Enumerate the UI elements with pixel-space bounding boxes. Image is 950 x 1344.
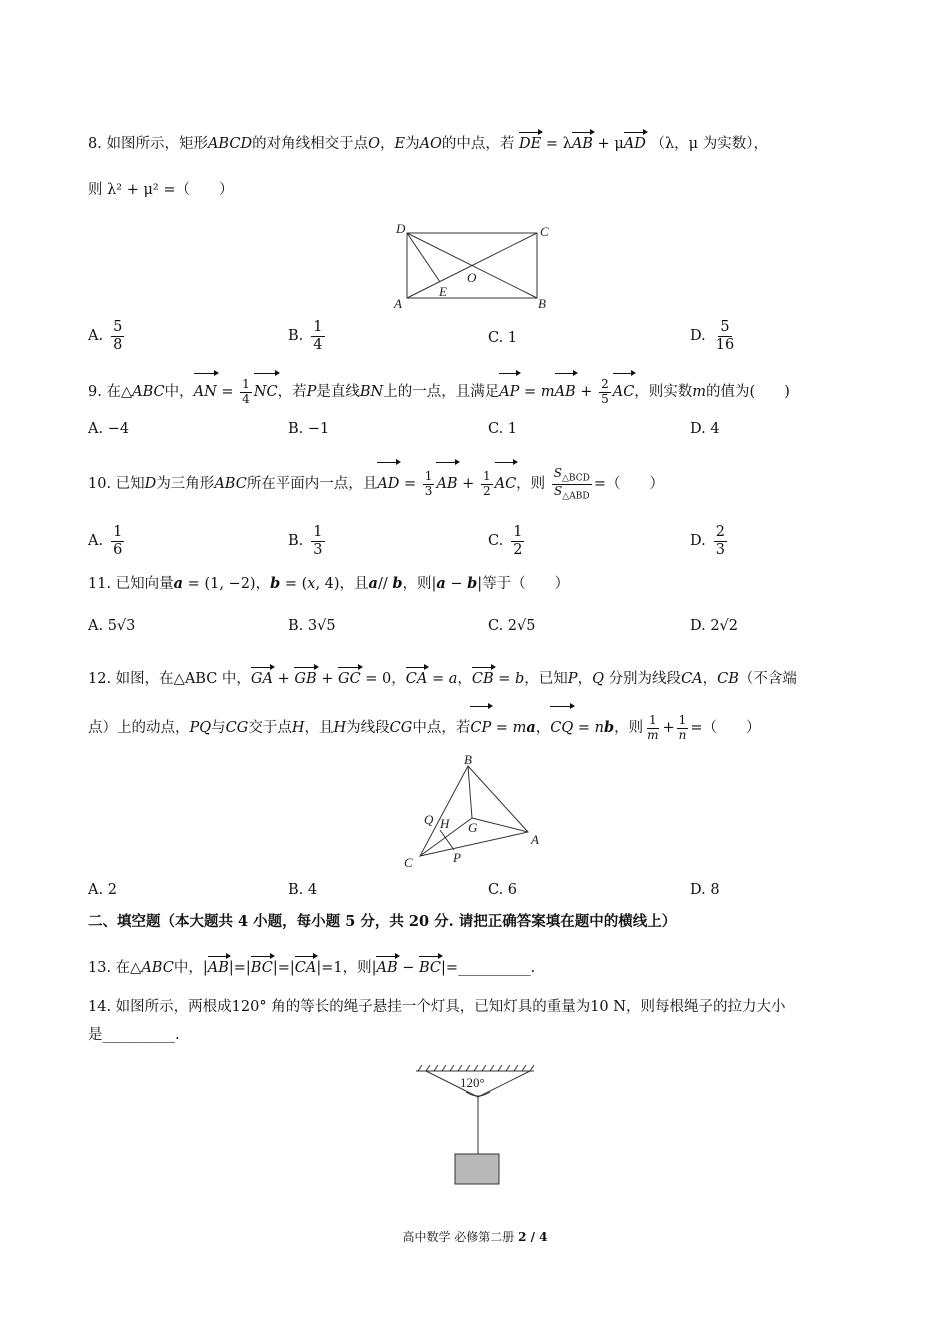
label-a: A: [531, 832, 539, 847]
q10-option-d[interactable]: D. $\frac{2}{3}$: [690, 524, 725, 558]
label-e: E: [439, 284, 447, 299]
q10-option-a[interactable]: A. $\frac{1}{6}$: [88, 524, 123, 558]
q12-option-c[interactable]: C. 6: [488, 882, 518, 898]
q12-option-a[interactable]: A. 2: [88, 882, 117, 898]
q8-line2: 则 λ² + μ² =（ ）: [88, 182, 234, 198]
label-o: O: [467, 270, 477, 285]
q14-lamp-figure: [410, 1062, 540, 1187]
angle-label: 120°: [460, 1075, 485, 1090]
q11-option-c[interactable]: C. 2√5: [488, 618, 536, 634]
q9-option-b[interactable]: B. −1: [288, 421, 330, 437]
label-q: Q: [424, 812, 434, 827]
q14-line2[interactable]: 是__________.: [88, 1027, 180, 1043]
q11-option-a[interactable]: A. 5√3: [88, 618, 136, 634]
section-heading: 二、填空题（本大题共 4 小题，每小题 5 分，共 20 分. 请把正确答案填在题中的横线上）: [88, 913, 677, 930]
page-number: 2 / 4: [518, 1230, 548, 1244]
q10-option-b[interactable]: B. $\frac{1}{3}$: [288, 524, 323, 558]
label-g: G: [468, 820, 478, 835]
page-footer: 高中数学 必修第二册 2 / 4: [402, 1230, 548, 1244]
q11-stem: 11. 已知向量a = (1, −2)，b = (x, 4)，且a// b，则|a − b|等于（ ）: [88, 575, 570, 592]
label-p: P: [453, 850, 461, 865]
label-c: C: [404, 855, 413, 870]
q8-line1: 8. 如图所示，矩形ABCD的对角线相交于点O，E为AO的中点，若 DE = λAB + μAD （λ，μ 为实数），: [88, 131, 768, 154]
q9-option-a[interactable]: A. −4: [88, 421, 130, 437]
q12-line1: 12. 如图，在△ABC 中，GA + GB + GC = 0，CA = a，CB = b，已知P，Q 分别为线段CA，CB（不含端: [88, 666, 797, 689]
q8-option-b[interactable]: B. $\frac{1}{4}$: [288, 319, 323, 353]
q8-option-d[interactable]: D. $\frac{5}{16}$: [690, 319, 735, 353]
q14-line1: 14. 如图所示，两根成120° 角的等长的绳子悬挂一个灯具，已知灯具的重量为10 N，则每根绳子的拉力大小: [88, 999, 786, 1015]
q8-option-c[interactable]: C. 1: [488, 330, 518, 346]
label-a: A: [394, 296, 402, 311]
q8-equation: DE = λAB + μAD: [514, 136, 650, 152]
label-b: B: [538, 296, 546, 311]
q11-option-b[interactable]: B. 3√5: [288, 618, 336, 634]
q9-option-c[interactable]: C. 1: [488, 421, 518, 437]
q8-rectangle-figure: [390, 220, 560, 315]
label-c: C: [540, 224, 549, 239]
q8-option-a[interactable]: A. $\frac{5}{8}$: [88, 319, 123, 353]
label-h: H: [440, 816, 450, 831]
label-b: B: [464, 752, 472, 767]
q12-option-b[interactable]: B. 4: [288, 882, 318, 898]
q12-triangle-figure: [398, 752, 548, 872]
q12-line2: 点）上的动点，PQ与CG交于点H，且H为线段CG中点，若CP = ma，CQ = nb，则 $\frac{1}{m}$ + $\frac{1}{n}$ =（ ）: [88, 705, 761, 748]
q12-option-d[interactable]: D. 8: [690, 882, 720, 898]
q9-stem: 9. 在△ABC中，AN = $\frac{1}{4}$ NC，若P是直线BN上的一点，且满足AP = mAB + $\frac{2}{5}$ AC，则实数m的值为( ): [88, 372, 790, 409]
q9-option-d[interactable]: D. 4: [690, 421, 720, 437]
q13-answer-blank[interactable]: __________.: [458, 960, 536, 976]
q10-stem: 10. 已知D为三角形ABC所在平面内一点，且AD = $\frac{1}{3}$ AB + $\frac{1}{2}$ AC，则 $\frac{S_{\triangle BCD}}{S_{\triangle ABD}}$ =（ ）: [88, 461, 664, 504]
q10-option-c[interactable]: C. $\frac{1}{2}$: [488, 524, 523, 558]
label-d: D: [396, 221, 406, 236]
q13-stem: 13. 在△ABC中，|AB|=|BC|=|CA|=1，则|AB − BC|=__________.: [88, 955, 535, 978]
q11-option-d[interactable]: D. 2√2: [690, 618, 739, 634]
